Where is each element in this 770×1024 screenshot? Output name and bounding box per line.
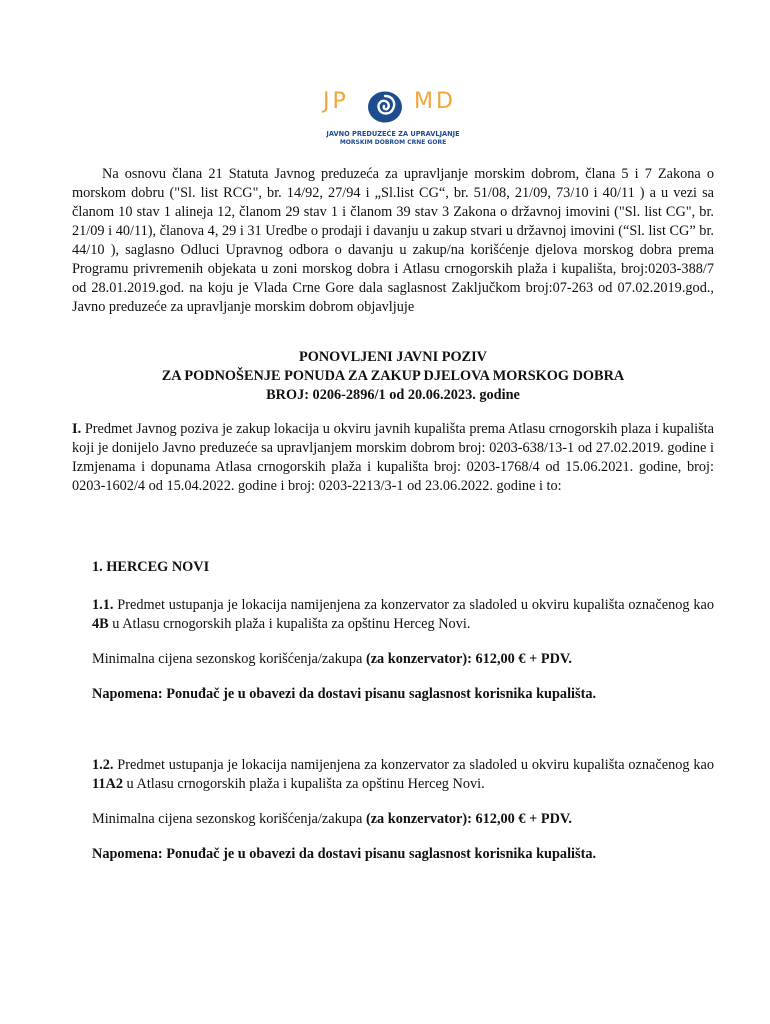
section-1-paragraph [72, 420, 714, 496]
item-2-price-value: (za konzervator): 612,00 € + PDV. [365, 811, 572, 827]
item-2-description [92, 756, 714, 794]
municipality-heading: 1. HERCEG NOVI [92, 559, 210, 575]
logo-jp-text: JP [323, 89, 349, 114]
item-1-number: 1.1. [92, 597, 114, 613]
document-body [72, 165, 714, 864]
section-1-label: I. [72, 421, 82, 437]
item-1-text-a: Predmet ustupanja je lokacija namijenjena za konzervator za sladoled u okviru kupališta označenog kao [113, 597, 714, 613]
logo-company-line2: MORSKIM DOBROM CRNE GORE [339, 139, 447, 146]
item-1-note [92, 685, 714, 704]
company-logo [318, 90, 468, 152]
item-2-text-a: Predmet ustupanja je lokacija namijenjena za konzervator za sladoled u okviru kupališta označenog kao [113, 757, 714, 773]
item-2-note-text: Napomena: Ponuđač je u obavezi da dostavi pisanu saglasnost korisnika kupališta. [92, 846, 597, 862]
item-1-description [92, 596, 714, 634]
title-line-3: BROJ: 0206-2896/1 od 20.06.2023. godine [266, 387, 520, 403]
item-2-code: 11A2 [92, 776, 123, 792]
item-1-text-b: u Atlasu crnogorskih plaža i kupališta za opštinu Herceg Novi. [108, 616, 471, 632]
logo-company-line1: JAVNO PREDUZEĆE ZA UPRAVLJANJE [326, 130, 460, 138]
item-1-price-label: Minimalna cijena sezonskog korišćenja/zakupa [92, 651, 366, 667]
item-2-text-b: u Atlasu crnogorskih plaža i kupališta za opštinu Herceg Novi. [122, 776, 485, 792]
section-1-text: Predmet Javnog poziva je zakup lokacija u okviru javnih kupališta prema Atlasu crnogorskih plaza i kupališta koji je donijelo Javno preduzeće sa upravljanjem morskim dobrom broj: 0203-638/13-1 od 27.02.2019. godine i Izmjenama i dopunama Atlasa crnogorskih plaža i kupališta broj: 0203-1768/4 od 15.06.2021. godine, broj: 0203-1602/4 od 15.04.2022. godine i broj: 0203-2213/3-1 od 23.06.2022. godine i to: [72, 421, 714, 494]
item-2-price [92, 810, 714, 829]
nautilus-shell-icon [366, 90, 404, 124]
title-line-1: PONOVLJENI JAVNI POZIV [298, 349, 487, 365]
item-1-price [92, 650, 714, 669]
title-line-2: ZA PODNOŠENJE PONUDA ZA ZAKUP DJELOVA MORSKOG DOBRA [161, 368, 625, 384]
item-1-price-value: (za konzervator): 612,00 € + PDV. [365, 651, 572, 667]
logo-md-text: MD [414, 89, 456, 114]
item-2-note [92, 845, 714, 864]
item-2-number: 1.2. [92, 757, 114, 773]
intro-paragraph: Na osnovu člana 21 Statuta Javnog preduzeća za upravljanje morskim dobrom, člana 5 i 7 Zakona o morskom dobru ("Sl. list RCG", br. 14/92, 27/94 i „Sl.list CG“, br. 51/08, 21/09, 73/10 i 40/11 ) a u vezi sa članom 10 stav 1 alineja 12, članom 29 stav 1 i članom 39 stav 3 Zakona o državnoj imovini ("Sl. list CG", br. 21/09 i 40/11), članova 4, 29 i 31 Uredbe o prodaji i davanju u zakup stvari u državnoj imovini (“Sl. list CG” br. 44/10 ), saglasno Odluci Upravnog odbora o davanju u zakup/na korišćenje djelova morskog dobra prema Programu privremenih objekata u zoni morskog dobra i Atlasu crnogorskih plaža i kupališta, broj:0203-388/7 od 28.01.2019.god. na koju je Vlada Crne Gore dala saglasnost Zaključkom broj:07-263 od 07.02.2019.god., Javno preduzeće za upravljanje morskim dobrom objavljuje [72, 166, 714, 315]
item-1-code: 4B [92, 616, 109, 632]
item-1-note-text: Napomena: Ponuđač je u obavezi da dostavi pisanu saglasnost korisnika kupališta. [92, 686, 597, 702]
item-2-price-label: Minimalna cijena sezonskog korišćenja/zakupa [92, 811, 366, 827]
